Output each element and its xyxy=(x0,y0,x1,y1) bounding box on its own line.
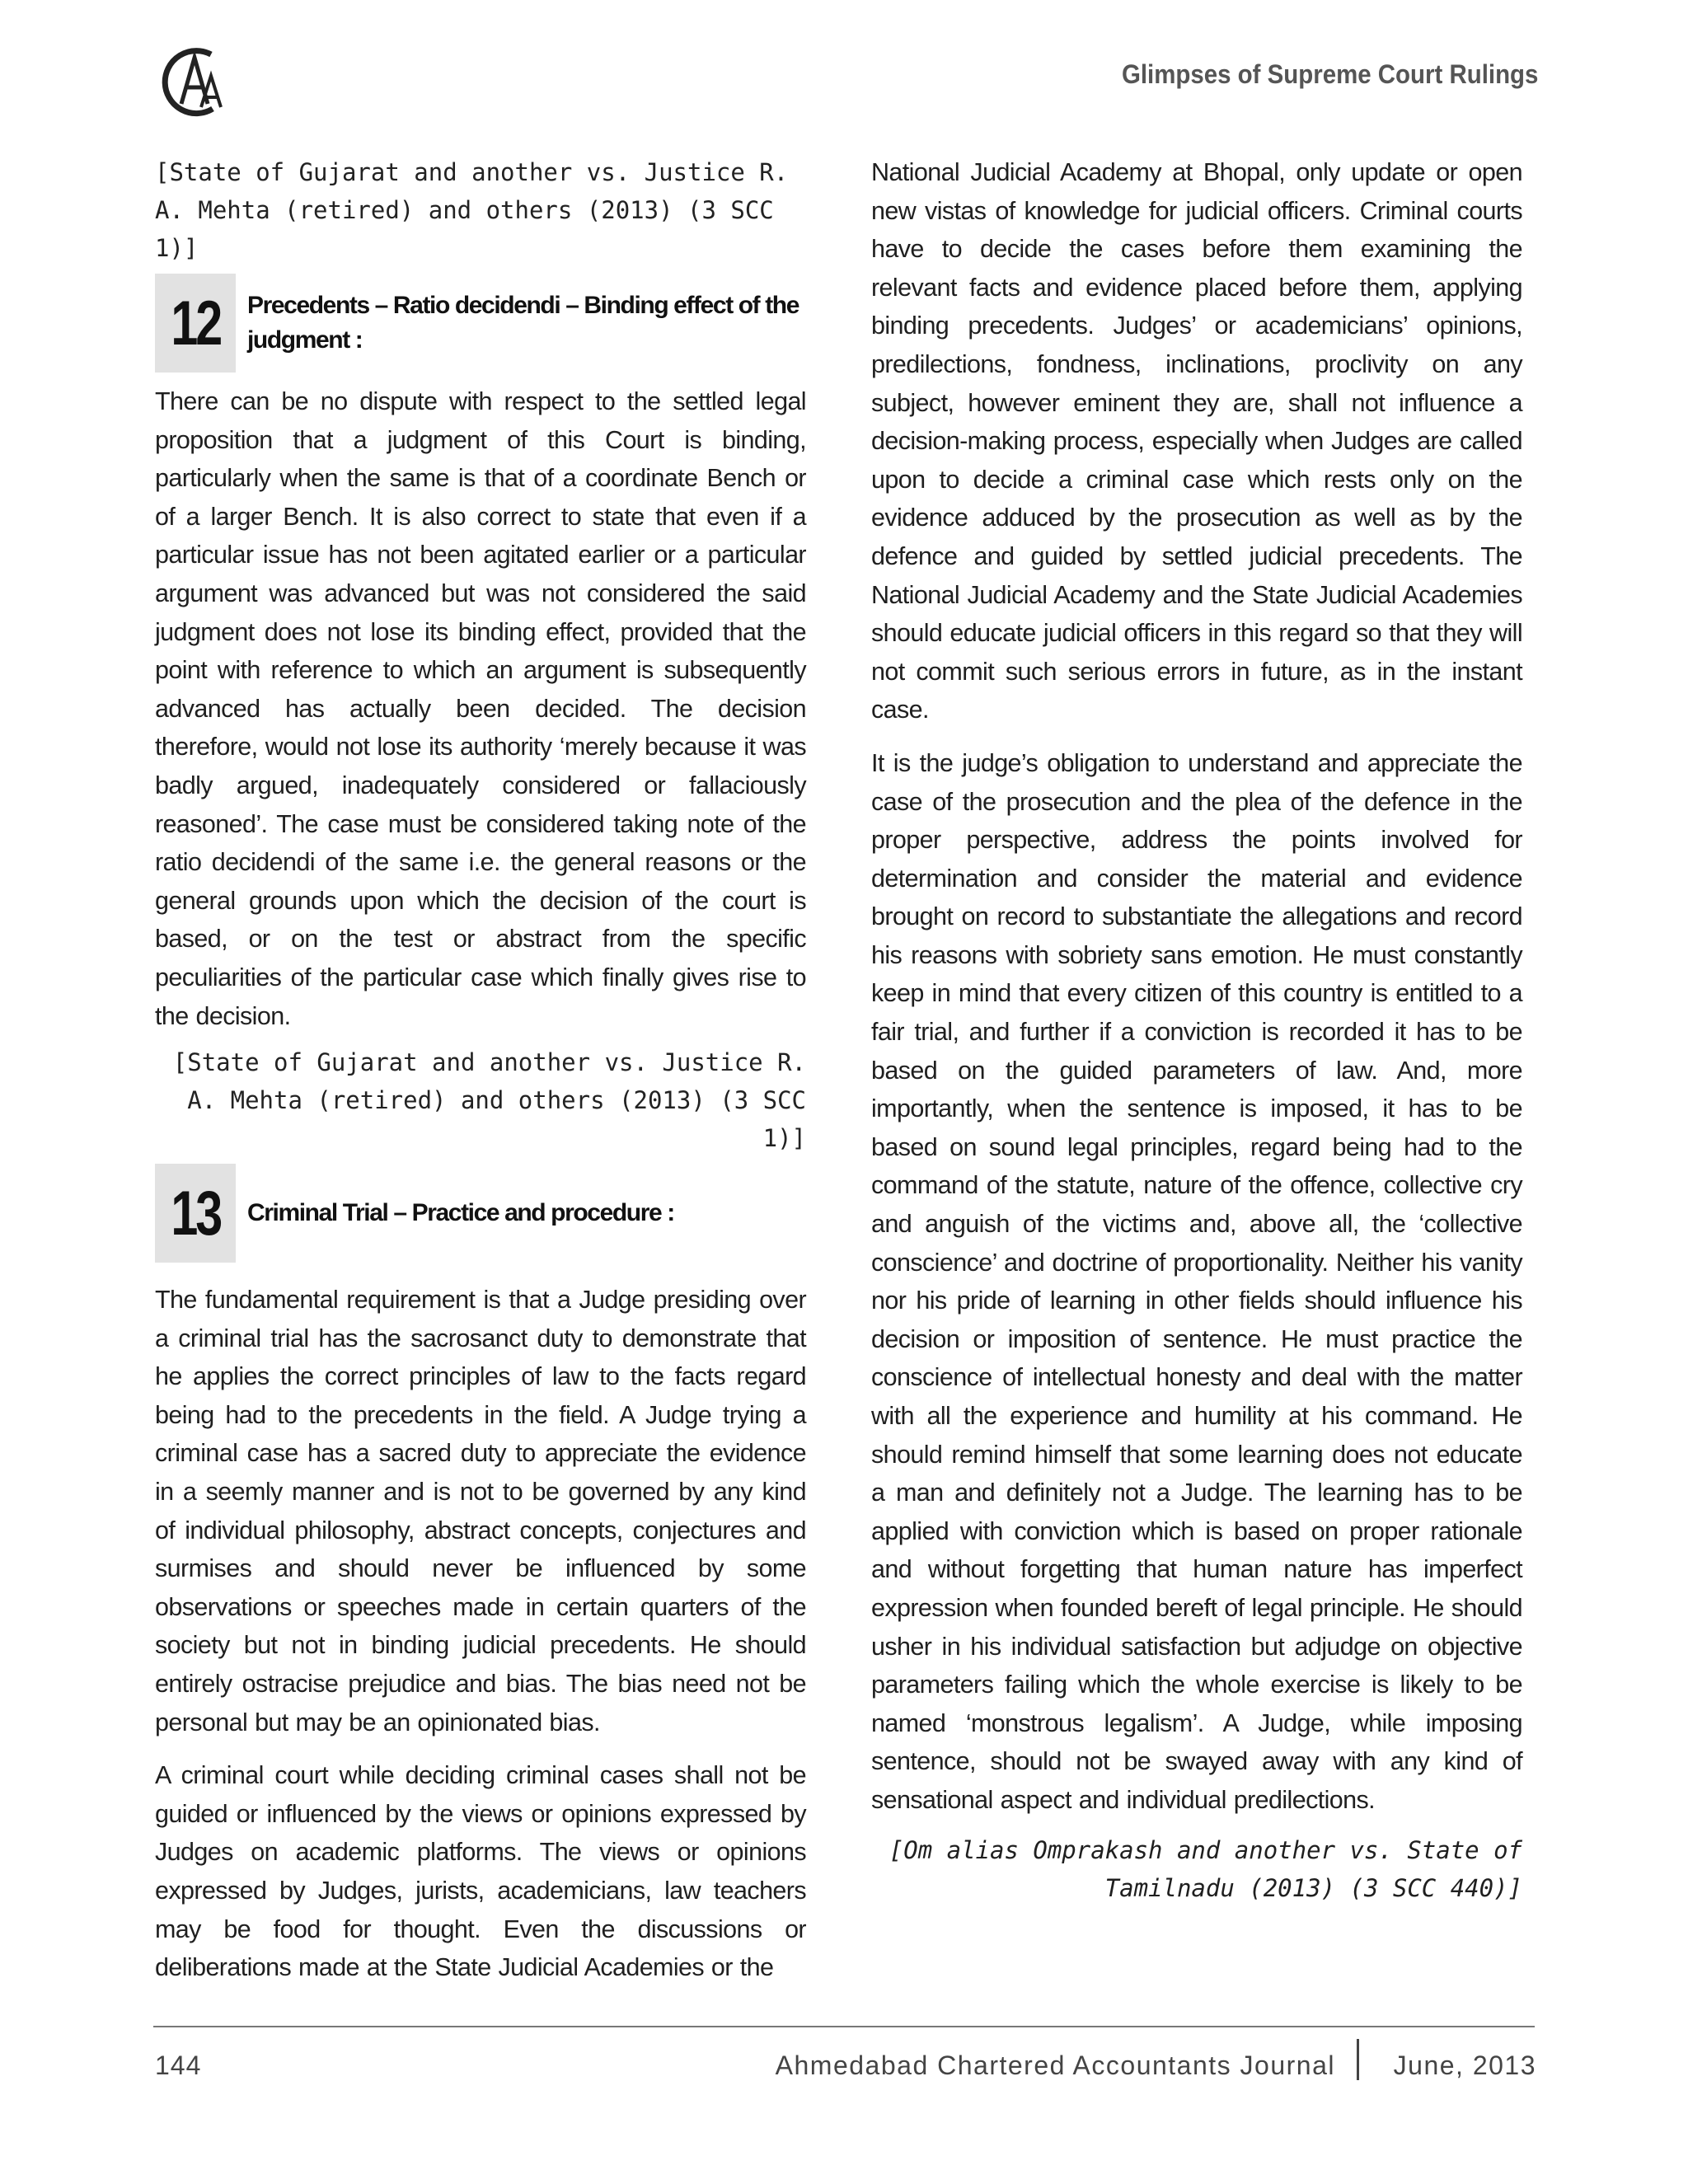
citation: [State of Gujarat and another vs. Justice R. A. Mehta (retired) and others (2013) (3 SCC 1)] xyxy=(172,1048,806,1153)
running-header: Glimpses of Supreme Court Rulings xyxy=(1121,59,1538,89)
section-13-heading xyxy=(155,1164,806,1263)
citation-top: [State of Gujarat and another vs. Justice R. A. Mehta (retired) and others (2013) (3 SCC 1)] xyxy=(155,158,789,262)
citation: [Om alias Omprakash and another vs. State of Tamilnadu (2013) (3 SCC 440)] xyxy=(889,1835,1522,1902)
footer-separator xyxy=(1357,2039,1359,2080)
paragraph: The fundamental requirement is that a Judge presiding over a criminal trial has the sacrosanct duty to demonstrate that he applies the correct principles of law to the facts regard being had to the precedents in the field. A Judge trying a criminal case has a sacred duty to appreciate the evidence in a seemly manner and is not to be governed by any kind of individual philosophy, abstract concepts, conjectures and surmises and should never be influenced by some observations or speeches made in certain quarters of the society but not in binding judicial precedents. He should entirely ostracise prejudice and bias. The bias need not be personal but may be an opinionated bias. xyxy=(155,1286,806,1736)
page-number: 144 xyxy=(155,2050,202,2080)
section-title: Precedents – Ratio decidendi – Binding effect of the judgment : xyxy=(247,292,799,354)
paragraph: It is the judge’s obligation to understand and appreciate the case of the prosecution and the plea of the defence in the proper perspective, address the points involved for determination and consider the material and evidence brought on record to substantiate the allegations and record his reasons with sobriety sans emotion. He must constantly keep in mind that every citizen of this country is entitled to a fair trial, and further if a conviction is recorded it has to be based on the guided parameters of law. And, more importantly, when the sentence is imposed, it has to be based on sound legal principles, regard being had to the command of the statute, nature of the offence, collective cry and anguish of the victims and, above all, the ‘collective conscience’ and doctrine of proportionality. Neither his vanity nor his pride of learning in other fields should influence his decision or imposition of sentence. He must practice the conscience of intellectual honesty and deal with the matter with all the experience and humility at his command. He should remind himself that some learning does not educate a man and definitely not a Judge. The learning has to be applied with conviction which is based on proper rationale and without forgetting that human nature has imperfect expression when founded bereft of legal principle. He should usher in his individual satisfaction but adjudge on objective parameters failing which the whole exercise is likely to be named ‘monstrous legalism’. A Judge, while imposing sentence, should not be swayed away with any kind of sensational aspect and individual predilections. xyxy=(871,748,1522,1814)
paragraph: A criminal court while deciding criminal cases shall not be guided or influenced by the views or opinions expressed by Judges on academic platforms. The views or opinions expressed by Judges, jurists, academicians, law teachers may be food for thought. Even the discussions or deliberations made at the State Judicial Academies or the xyxy=(155,1761,806,1982)
right-column xyxy=(871,153,1522,1907)
ca-monogram-icon xyxy=(153,40,236,122)
journal-name: Ahmedabad Chartered Accountants Journal xyxy=(775,2050,1335,2080)
section-title: Criminal Trial – Practice and procedure : xyxy=(247,1199,674,1227)
left-column xyxy=(155,153,806,1987)
section-number-box: 12 xyxy=(155,274,236,373)
section-12-heading xyxy=(155,274,806,373)
issue-date: June, 2013 xyxy=(1393,2050,1536,2080)
section-number-box: 13 xyxy=(155,1164,236,1263)
paragraph: National Judicial Academy at Bhopal, only update or open new vistas of knowledge for judicial officers. Criminal courts have to decide the cases before them examining the relevant facts and evidence placed before them, applying binding precedents. Judges’ or academicians’ opinions, predilections, fondness, inclinations, proclivity on any subject, however eminent they are, shall not influence a decision-making process, especially when Judges are called upon to decide a criminal case which rests only on the evidence adduced by the prosecution as well as by the defence and guided by settled judicial precedents. The National Judicial Academy and the State Judicial Academies should educate judicial officers in this regard so that they will not commit such serious errors in future, as in the instant case. xyxy=(871,158,1522,724)
paragraph: There can be no dispute with respect to the settled legal proposition that a judgment of this Court is binding, particularly when the same is that of a coordinate Bench or of a larger Bench. It is also correct to state that even if a particular issue has not been agitated earlier or a particular argument was advanced but was not considered the said judgment does not lose its binding effect, provided that the point with reference to which an argument is subsequently advanced has actually been decided. The decision therefore, would not lose its authority ‘merely because it was badly argued, inadequately considered or fallaciously reasoned’. The case must be considered taking note of the ratio decidendi of the same i.e. the general reasons or the general grounds upon which the decision of the court is based, or on the test or abstract from the specific peculiarities of the particular case which finally gives rise to the decision. xyxy=(155,387,806,1030)
footer-divider xyxy=(153,2026,1535,2027)
